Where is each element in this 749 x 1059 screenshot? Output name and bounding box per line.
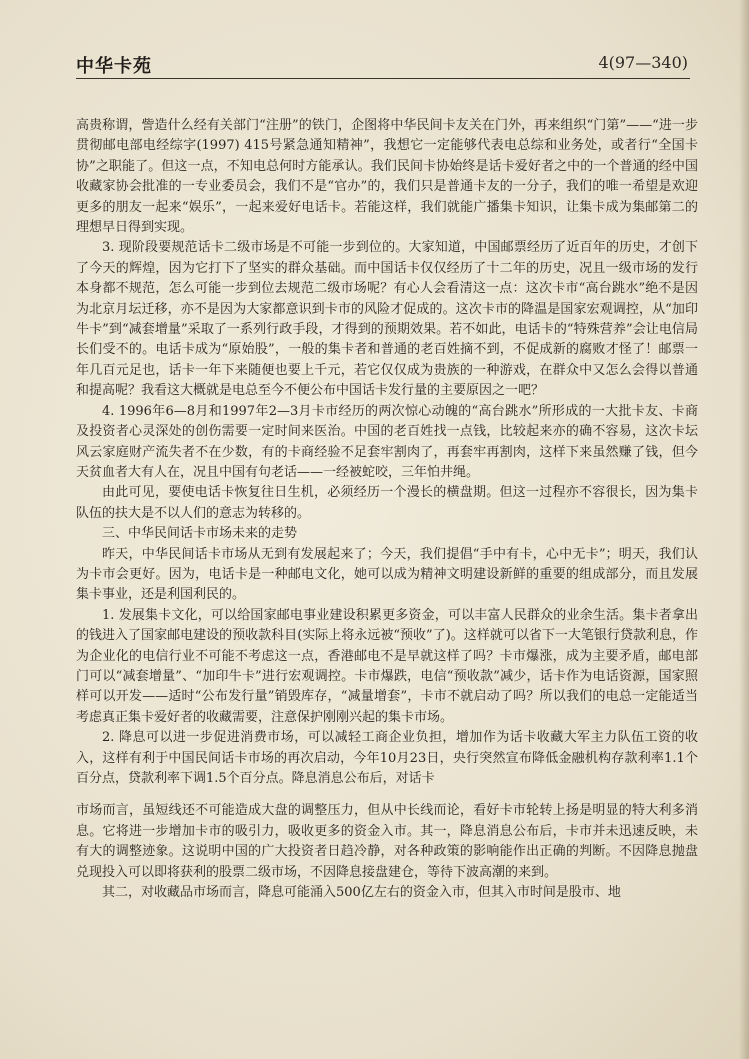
page-edge-shadow [739, 0, 749, 1059]
paragraph-point-4: 4. 1996年6—8月和1997年2—3月卡市经历的两次惊心动魄的“高台跳水”所形成的一大批卡友、卡商及投资者心灵深处的创伤需要一定时间来医治。中国的老百姓找一点钱，比较起来亦的确不容易，这次卡坛风云家庭财产流失者不在少数，有的卡商经验不足套牢割肉了，再套牢再割肉，这样下来虽然赚了钱，但今天贫血者大有人在，况且中国有句老话——一经被蛇咬，三年怕井绳。 [76, 403, 698, 480]
journal-title: 中华卡苑 [76, 56, 152, 77]
paragraph-point-3: 3. 现阶段要规范话卡二级市场是不可能一步到位的。大家知道，中国邮票经历了近百年的历史，才创下了今天的辉煌，因为它打下了坚实的群众基础。而中国话卡仅仅经历了十二年的历史，况且一级市场的发行本身都不规范，怎么可能一步到位去规范二级市场呢？有心人会看清这一点：这次卡市“高台跳水”绝不是因为北京月坛迁移，亦不是因为大家都意识到卡市的风险才促成的。这次卡市的降温是国家宏观调控，从“加印牛卡”到“减套增量”采取了一系列行政手段，才得到的预期效果。若不如此，电话卡的“特殊营养”会让电信局长们受不的。电话卡成为“原始股”，一般的集卡者和普通的老百姓摘不到，不促成新的腐败才怪了！邮票一年几百元足也，话卡一年下来随便也要上千元，若它仅仅成为贵族的一种游戏，在群众中又怎么会得以普通和提高呢？我看这大概就是电总至今不便公布中国话卡发行量的主要原因之一吧？ [76, 240, 698, 399]
paragraph-item-2-continued: 市场而言，虽短线还不可能造成大盘的调整压力，但从中长线而论，看好卡市轮转上扬是明显的特大利多消息。它将进一步增加卡市的吸引力，吸收更多的资金入市。其一，降息消息公布后，卡市并未迅速反映，未有大的调整迹象。这说明中国的广大投资者日趋冷静，对各种政策的影响能作出正确的判断。不因降息抛盘兑现投入可以即将获利的股票二级市场，不因降息接盘建仓，等待下波高潮的来到。 [76, 803, 698, 880]
paragraph-second-point: 其二，对收藏品市场而言，降息可能涌入500亿左右的资金入市，但其入市时间是股市、地 [102, 885, 621, 901]
article-body [76, 116, 698, 903]
paragraph-conclusion: 由此可见，要使电话卡恢复往日生机，必须经历一个漫长的横盘期。但这一过程亦不容很长，因为集卡队伍的扶大是不以人们的意志为转移的。 [76, 485, 698, 521]
page-header [76, 50, 688, 76]
paragraph-item-2: 2. 降息可以进一步促进消费市场，可以减轻工商企业负担，增加作为话卡收藏大军主力队伍工资的收入，这样有利于中国民间话卡市场的再次启动，今年10月23日，央行突然宣布降低金融机构存款利率1.1个百分点，贷款利率下调1.5个百分点。降息消息公布后，对话卡 [76, 730, 698, 786]
header-rule [76, 78, 690, 79]
paragraph-intro-continuation: 高贵称谓，訾造什么经有关部门“注册”的铁门，企图将中华民间卡友关在门外，再来组织“门第”——“进一步贯彻邮电部电经综字(1997) 415号紧急通知精神”，我想它一定能够代表电总综和业务处，或者行“全国卡协”之职能了。但这一点，不知电总何时方能承认。我们民间卡协始终是话卡爱好者之中的一个普通的经中国收藏家协会批准的一专业委员会，我们不是“官办”的，我们只是普通卡友的一分子，我们的唯一希望是欢迎更多的朋友一起来“娱乐”，一起来爱好电话卡。若能这样，我们就能广播集卡知识，让集卡成为集邮第二的理想早日得到实现。 [76, 118, 698, 236]
section-heading: 三、中华民间话卡市场未来的走势 [102, 526, 298, 542]
paragraph-outlook: 昨天，中华民间话卡市场从无到有发展起来了；今天，我们提倡“手中有卡，心中无卡”；明天，我们认为卡市会更好。因为，电话卡是一种邮电文化，她可以成为精神文明建设新鲜的重要的组成部分，而且发展集卡事业，还是利国利民的。 [76, 546, 698, 603]
paragraph-item-1: 1. 发展集卡文化，可以给国家邮电事业建设积累更多资金，可以丰富人民群众的业余生活。集卡者拿出的钱进入了国家邮电建设的预收款科目(实际上将永远被“预收”了)。这样就可以省下一大笔银行贷款利息，作为企业化的电信行业不可能不考虑这一点，香港邮电不是早就这样了吗？卡市爆涨，成为主要矛盾，邮电部门可以“减套增量”、“加印牛卡”进行宏观调控。卡市爆跌，电信“预收款”减少，话卡作为电话资源，国家照样可以开发——适时“公布发行量”销毁库存，“减量增套”，卡市不就启动了吗？所以我们的电总一定能适当考虑真正集卡爱好者的收藏需要，注意保护刚刚兴起的集卡市场。 [76, 607, 698, 725]
paragraph-gap [76, 789, 698, 801]
issue-number: 4(97—340) [598, 53, 688, 72]
